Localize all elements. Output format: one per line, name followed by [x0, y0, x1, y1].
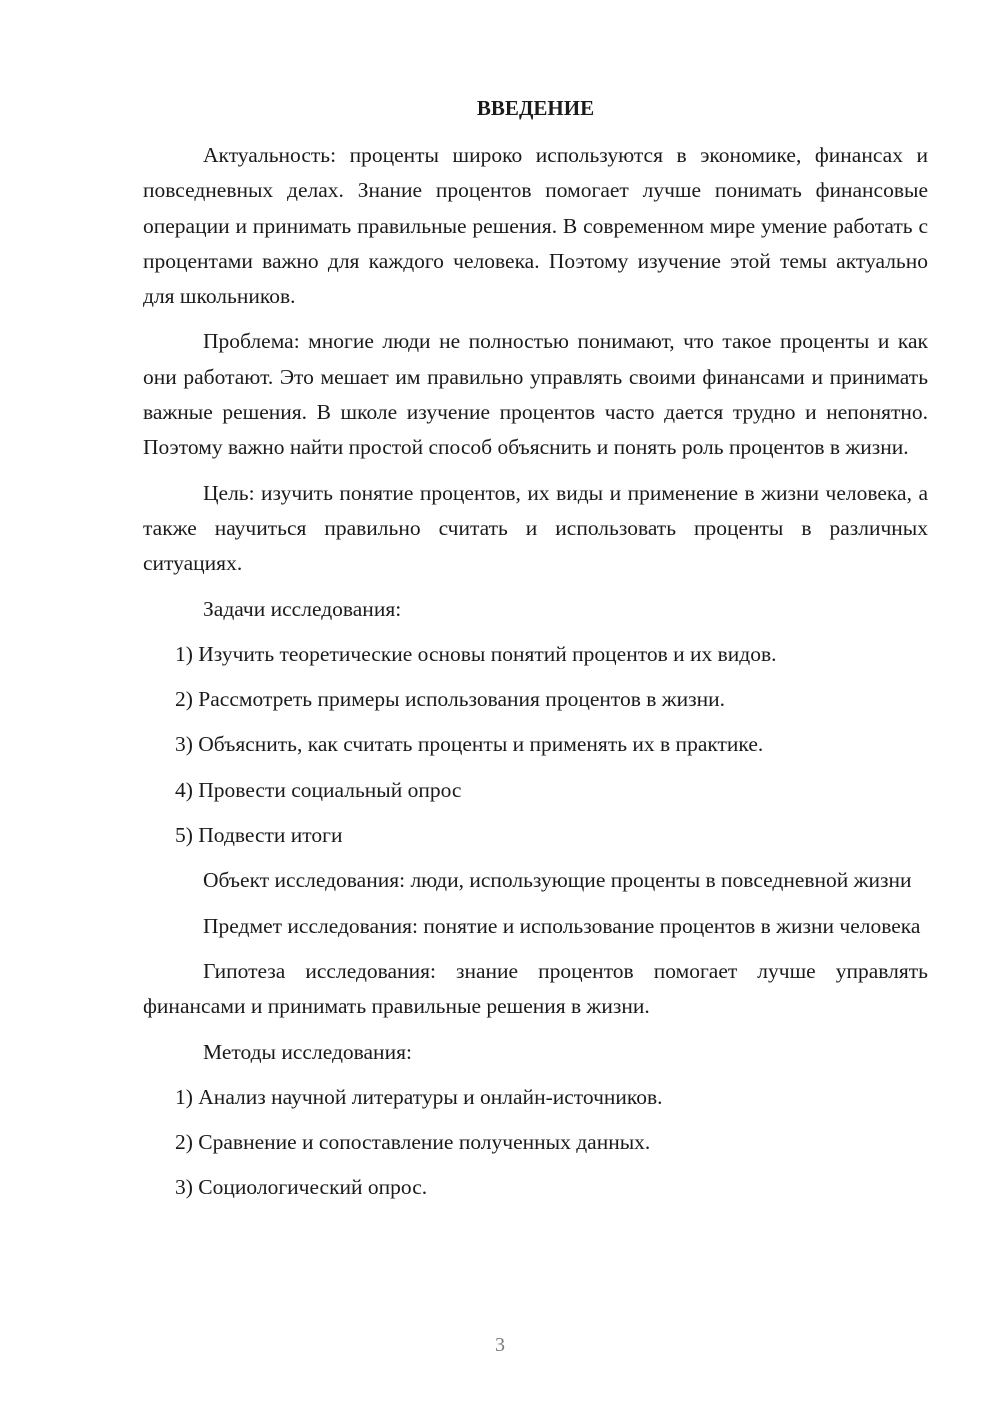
- list-item: 3) Объяснить, как считать проценты и применять их в практике.: [175, 732, 764, 757]
- goal-paragraph: Цель: изучить понятие процентов, их виды и применение в жизни человека, а также научиться правильно считать и использовать проценты в различных ситуациях.: [143, 480, 928, 576]
- tasks-heading: Задачи исследования:: [203, 596, 402, 621]
- problem-paragraph: Проблема: многие люди не полностью понимают, что такое проценты и как они работают. Это мешает им правильно управлять своими финансами и принимать важные решения. В школе изучение процентов часто дается трудно и непонятно. Поэтому важно найти простой способ объяснить и понять роль процентов в жизни.: [143, 329, 928, 460]
- list-item: 3) Социологический опрос.: [175, 1175, 428, 1200]
- page-number: 3: [495, 1334, 505, 1356]
- page-content: [143, 92, 928, 1216]
- list-item: 2) Сравнение и сопоставление полученных данных.: [175, 1130, 651, 1155]
- list-item: 2) Рассмотреть примеры использования процентов в жизни.: [175, 687, 726, 712]
- page-title: ВВЕДЕНИЕ: [476, 96, 595, 120]
- methods-heading: Методы исследования:: [203, 1039, 412, 1064]
- object-paragraph: Объект исследования: люди, использующие проценты в повседневной жизни: [203, 868, 912, 893]
- subject-paragraph: Предмет исследования: понятие и использование процентов в жизни человека: [203, 913, 921, 938]
- relevance-paragraph: Актуальность: проценты широко используются в экономике, финансах и повседневных делах. Знание процентов помогает лучше понимать финансовые операции и принимать правильные решения. В современном мире умение работать с процентами важно для каждого человека. Поэтому изучение этой темы актуально для школьников.: [143, 143, 928, 309]
- list-item: 4) Провести социальный опрос: [175, 777, 462, 802]
- list-item: 5) Подвести итоги: [175, 823, 343, 848]
- hypothesis-paragraph: Гипотеза исследования: знание процентов помогает лучше управлять финансами и принимать правильные решения в жизни.: [143, 958, 928, 1019]
- list-item: 1) Изучить теоретические основы понятий процентов и их видов.: [175, 641, 777, 666]
- list-item: 1) Анализ научной литературы и онлайн-источников.: [175, 1084, 663, 1109]
